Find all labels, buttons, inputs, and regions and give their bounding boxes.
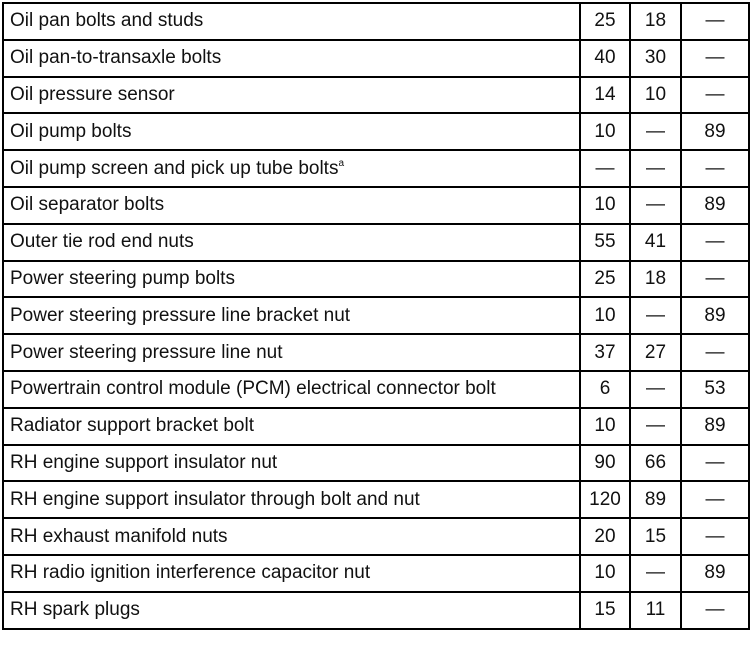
torque-lbft-cell: 27 <box>630 334 681 371</box>
torque-lbin-cell: 89 <box>681 297 749 334</box>
torque-lbft-cell: 89 <box>630 481 681 518</box>
torque-lbft-cell: — <box>630 187 681 224</box>
component-description: Power steering pressure line nut <box>10 341 283 363</box>
component-description-cell <box>3 408 580 445</box>
torque-lbft-cell: — <box>630 113 681 150</box>
torque-lbin-cell: — <box>681 445 749 482</box>
torque-lbin-cell: — <box>681 150 749 187</box>
table-row <box>3 481 749 518</box>
torque-nm-cell: 25 <box>580 261 630 298</box>
torque-spec-table <box>2 2 750 630</box>
component-description: Oil separator bolts <box>10 194 165 216</box>
torque-lbft-cell: — <box>630 297 681 334</box>
torque-lbft-cell: — <box>630 371 681 408</box>
component-description-cell <box>3 481 580 518</box>
torque-lbft-cell: — <box>630 555 681 592</box>
component-description-cell <box>3 113 580 150</box>
torque-lbin-cell: 89 <box>681 555 749 592</box>
component-description: Oil pan-to-transaxle bolts <box>10 47 222 69</box>
torque-lbin-cell: 89 <box>681 113 749 150</box>
component-description-cell <box>3 445 580 482</box>
torque-lbin-cell: — <box>681 224 749 261</box>
torque-lbft-cell: 30 <box>630 40 681 77</box>
torque-nm-cell: — <box>580 150 630 187</box>
component-description: Oil pan bolts and studs <box>10 10 204 32</box>
torque-lbin-cell: — <box>681 40 749 77</box>
torque-lbft-cell: — <box>630 408 681 445</box>
torque-lbin-cell: — <box>681 334 749 371</box>
torque-lbin-cell: 53 <box>681 371 749 408</box>
component-description-cell <box>3 334 580 371</box>
table-row <box>3 40 749 77</box>
component-description: Powertrain control module (PCM) electrical connector bolt <box>10 378 496 400</box>
torque-lbft-cell: — <box>630 150 681 187</box>
footnote-marker: a <box>338 157 345 169</box>
component-description: RH engine support insulator nut <box>10 451 278 473</box>
table-row <box>3 3 749 40</box>
torque-lbft-cell: 66 <box>630 445 681 482</box>
torque-nm-cell: 20 <box>580 518 630 555</box>
table-row <box>3 408 749 445</box>
torque-nm-cell: 55 <box>580 224 630 261</box>
torque-lbin-cell: — <box>681 518 749 555</box>
component-description-cell <box>3 518 580 555</box>
component-description-cell <box>3 261 580 298</box>
component-description-cell <box>3 150 580 187</box>
component-description: Oil pressure sensor <box>10 83 175 105</box>
table-row <box>3 113 749 150</box>
component-description: RH spark plugs <box>10 599 140 621</box>
component-description-cell <box>3 592 580 629</box>
torque-nm-cell: 15 <box>580 592 630 629</box>
torque-lbin-cell: — <box>681 77 749 114</box>
torque-lbin-cell: — <box>681 261 749 298</box>
table-row <box>3 297 749 334</box>
torque-nm-cell: 120 <box>580 481 630 518</box>
table-row <box>3 261 749 298</box>
torque-nm-cell: 10 <box>580 297 630 334</box>
component-description-cell <box>3 40 580 77</box>
torque-nm-cell: 10 <box>580 555 630 592</box>
torque-lbin-cell: — <box>681 3 749 40</box>
torque-nm-cell: 10 <box>580 187 630 224</box>
component-description: RH radio ignition interference capacitor nut <box>10 562 371 584</box>
component-description: Oil pump screen and pick up tube bolts <box>10 157 339 179</box>
torque-lbin-cell: 89 <box>681 408 749 445</box>
component-description: Oil pump bolts <box>10 120 132 142</box>
table-row <box>3 224 749 261</box>
table-row <box>3 187 749 224</box>
torque-lbft-cell: 10 <box>630 77 681 114</box>
torque-lbin-cell: 89 <box>681 187 749 224</box>
table-row <box>3 371 749 408</box>
table-row <box>3 334 749 371</box>
torque-lbft-cell: 11 <box>630 592 681 629</box>
component-description: RH engine support insulator through bolt and nut <box>10 488 420 510</box>
torque-nm-cell: 6 <box>580 371 630 408</box>
table-row <box>3 592 749 629</box>
torque-lbft-cell: 18 <box>630 261 681 298</box>
table-row <box>3 445 749 482</box>
component-description: RH exhaust manifold nuts <box>10 525 228 547</box>
torque-nm-cell: 10 <box>580 408 630 445</box>
table-row <box>3 518 749 555</box>
torque-nm-cell: 10 <box>580 113 630 150</box>
torque-lbft-cell: 18 <box>630 3 681 40</box>
torque-lbft-cell: 15 <box>630 518 681 555</box>
table-body <box>3 3 749 629</box>
component-description: Radiator support bracket bolt <box>10 415 254 437</box>
torque-nm-cell: 14 <box>580 77 630 114</box>
component-description: Power steering pump bolts <box>10 267 235 289</box>
component-description-cell <box>3 371 580 408</box>
component-description-cell <box>3 3 580 40</box>
component-description-cell <box>3 187 580 224</box>
table-row <box>3 150 749 187</box>
component-description-cell <box>3 555 580 592</box>
torque-lbin-cell: — <box>681 481 749 518</box>
torque-nm-cell: 40 <box>580 40 630 77</box>
torque-lbft-cell: 41 <box>630 224 681 261</box>
component-description-cell <box>3 77 580 114</box>
torque-lbin-cell: — <box>681 592 749 629</box>
torque-nm-cell: 25 <box>580 3 630 40</box>
torque-nm-cell: 37 <box>580 334 630 371</box>
table-row <box>3 555 749 592</box>
component-description: Power steering pressure line bracket nut <box>10 304 351 326</box>
table-row <box>3 77 749 114</box>
component-description-cell <box>3 224 580 261</box>
component-description-cell <box>3 297 580 334</box>
torque-nm-cell: 90 <box>580 445 630 482</box>
component-description: Outer tie rod end nuts <box>10 231 194 253</box>
